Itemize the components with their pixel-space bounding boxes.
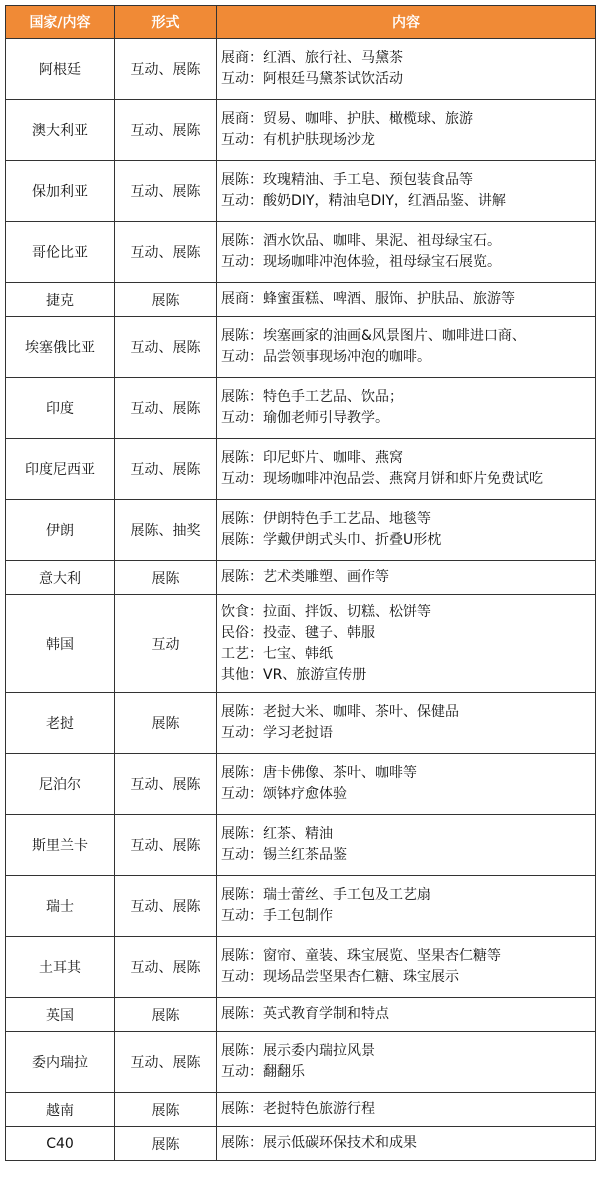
country-cell: 老挝 xyxy=(6,693,115,754)
country-cell: 韩国 xyxy=(6,595,115,693)
country-cell: 阿根廷 xyxy=(6,39,115,100)
form-cell: 互动 xyxy=(115,595,217,693)
table-row xyxy=(6,283,596,317)
content-cell xyxy=(217,815,596,876)
content-cell xyxy=(217,500,596,561)
content-line: 互动：现场品尝坚果杏仁糖、珠宝展示 xyxy=(221,969,459,985)
country-cell: 英国 xyxy=(6,998,115,1032)
content-line: 展陈：展示委内瑞拉风景 xyxy=(221,1043,375,1059)
content-line: 展陈：英式教育学制和特点 xyxy=(221,1006,389,1022)
form-cell: 互动、展陈 xyxy=(115,937,217,998)
country-cell: 澳大利亚 xyxy=(6,100,115,161)
content-cell xyxy=(217,876,596,937)
content-cell xyxy=(217,595,596,693)
table-row xyxy=(6,1093,596,1127)
content-line: 展陈：印尼虾片、咖啡、燕窝 xyxy=(221,450,403,466)
form-cell: 展陈 xyxy=(115,1093,217,1127)
content-cell xyxy=(217,1127,596,1161)
country-cell: 越南 xyxy=(6,1093,115,1127)
country-cell: 委内瑞拉 xyxy=(6,1032,115,1093)
content-line: 展陈：展示低碳环保技术和成果 xyxy=(221,1135,417,1151)
header-form: 形式 xyxy=(115,6,217,39)
table-row xyxy=(6,100,596,161)
form-cell: 展陈 xyxy=(115,283,217,317)
content-line: 展陈：艺术类雕塑、画作等 xyxy=(221,569,389,585)
content-cell xyxy=(217,1032,596,1093)
content-line: 展陈：特色手工艺品、饮品； xyxy=(221,389,403,405)
content-line: 饮食：拉面、拌饭、切糕、松饼等 xyxy=(221,603,431,620)
table-row xyxy=(6,439,596,500)
content-cell xyxy=(217,222,596,283)
table-row xyxy=(6,754,596,815)
content-cell xyxy=(217,1093,596,1127)
country-cell: 印度尼西亚 xyxy=(6,439,115,500)
content-line: 展陈：酒水饮品、咖啡、果泥、祖母绿宝石。 xyxy=(221,233,501,249)
header-content: 内容 xyxy=(217,6,596,39)
content-line: 互动：品尝领事现场冲泡的咖啡。 xyxy=(221,349,431,365)
form-cell: 展陈 xyxy=(115,998,217,1032)
form-cell: 互动、展陈 xyxy=(115,1032,217,1093)
content-line: 其他：VR、旅游宣传册 xyxy=(221,666,367,683)
country-cell: 埃塞俄比亚 xyxy=(6,317,115,378)
country-cell: 斯里兰卡 xyxy=(6,815,115,876)
form-cell: 互动、展陈 xyxy=(115,378,217,439)
country-cell: 土耳其 xyxy=(6,937,115,998)
country-cell: 印度 xyxy=(6,378,115,439)
header-row xyxy=(6,6,596,39)
table-row xyxy=(6,39,596,100)
form-cell: 互动、展陈 xyxy=(115,815,217,876)
country-cell: 保加利亚 xyxy=(6,161,115,222)
form-cell: 互动、展陈 xyxy=(115,161,217,222)
content-line: 互动：瑜伽老师引导教学。 xyxy=(221,410,389,426)
table-row xyxy=(6,815,596,876)
header-country: 国家/内容 xyxy=(6,6,115,39)
content-line: 互动：翻翻乐 xyxy=(221,1064,305,1080)
table-row xyxy=(6,500,596,561)
content-cell xyxy=(217,693,596,754)
content-line: 展商：蜂蜜蛋糕、啤酒、服饰、护肤品、旅游等 xyxy=(221,291,515,307)
country-cell: C40 xyxy=(6,1127,115,1161)
content-line: 展陈：红茶、精油 xyxy=(221,826,333,842)
country-cell: 哥伦比亚 xyxy=(6,222,115,283)
table-row xyxy=(6,161,596,222)
content-cell xyxy=(217,561,596,595)
content-line: 互动：学习老挝语 xyxy=(221,725,333,741)
content-line: 互动：锡兰红茶品鉴 xyxy=(221,847,347,863)
table-row xyxy=(6,561,596,595)
content-line: 工艺：七宝、韩纸 xyxy=(221,645,333,662)
content-line: 互动：酸奶DIY，精油皂DIY，红酒品鉴、讲解 xyxy=(221,193,506,209)
exhibition-table xyxy=(5,5,596,1161)
form-cell: 展陈 xyxy=(115,1127,217,1161)
content-line: 展商：红酒、旅行社、马黛茶 xyxy=(221,50,403,66)
content-line: 展陈：埃塞画家的油画&风景图片、咖啡进口商、 xyxy=(221,328,526,344)
country-cell: 尼泊尔 xyxy=(6,754,115,815)
form-cell: 互动、展陈 xyxy=(115,754,217,815)
table-row xyxy=(6,595,596,693)
table-row xyxy=(6,998,596,1032)
content-line: 民俗：投壶、毽子、韩服 xyxy=(221,624,375,641)
form-cell: 互动、展陈 xyxy=(115,317,217,378)
table-row xyxy=(6,378,596,439)
content-line: 展陈：唐卡佛像、茶叶、咖啡等 xyxy=(221,765,417,781)
table-row xyxy=(6,937,596,998)
content-line: 展陈：老挝特色旅游行程 xyxy=(221,1101,375,1117)
form-cell: 展陈、抽奖 xyxy=(115,500,217,561)
form-cell: 展陈 xyxy=(115,561,217,595)
country-cell: 捷克 xyxy=(6,283,115,317)
content-cell xyxy=(217,161,596,222)
content-line: 互动：现场咖啡冲泡体验，祖母绿宝石展览。 xyxy=(221,254,501,270)
content-line: 展陈：伊朗特色手工艺品、地毯等 xyxy=(221,511,431,527)
content-cell xyxy=(217,439,596,500)
table-row xyxy=(6,222,596,283)
content-cell xyxy=(217,998,596,1032)
table-row xyxy=(6,1127,596,1161)
content-line: 互动：阿根廷马黛茶试饮活动 xyxy=(221,71,403,87)
table-row xyxy=(6,693,596,754)
content-line: 互动：现场咖啡冲泡品尝、燕窝月饼和虾片免费试吃 xyxy=(221,471,543,487)
country-cell: 意大利 xyxy=(6,561,115,595)
table-row xyxy=(6,1032,596,1093)
content-cell xyxy=(217,754,596,815)
content-cell xyxy=(217,378,596,439)
content-cell xyxy=(217,100,596,161)
content-cell xyxy=(217,283,596,317)
content-cell xyxy=(217,39,596,100)
form-cell: 互动、展陈 xyxy=(115,100,217,161)
content-line: 展陈：老挝大米、咖啡、茶叶、保健品 xyxy=(221,704,459,720)
form-cell: 展陈 xyxy=(115,693,217,754)
content-line: 展陈：窗帘、童装、珠宝展览、坚果杏仁糖等 xyxy=(221,948,501,964)
form-cell: 互动、展陈 xyxy=(115,39,217,100)
content-line: 展陈：学戴伊朗式头巾、折叠U形枕 xyxy=(221,532,442,548)
content-line: 互动：颂钵疗愈体验 xyxy=(221,786,347,802)
content-line: 互动：手工包制作 xyxy=(221,908,333,924)
form-cell: 互动、展陈 xyxy=(115,876,217,937)
table-row xyxy=(6,876,596,937)
content-line: 互动：有机护肤现场沙龙 xyxy=(221,132,375,148)
form-cell: 互动、展陈 xyxy=(115,439,217,500)
table-row xyxy=(6,317,596,378)
form-cell: 互动、展陈 xyxy=(115,222,217,283)
content-cell xyxy=(217,937,596,998)
content-line: 展陈：瑞士蕾丝、手工包及工艺扇 xyxy=(221,887,431,903)
content-line: 展商：贸易、咖啡、护肤、橄榄球、旅游 xyxy=(221,111,473,127)
country-cell: 伊朗 xyxy=(6,500,115,561)
content-line: 展陈：玫瑰精油、手工皂、预包装食品等 xyxy=(221,172,473,188)
country-cell: 瑞士 xyxy=(6,876,115,937)
content-cell xyxy=(217,317,596,378)
